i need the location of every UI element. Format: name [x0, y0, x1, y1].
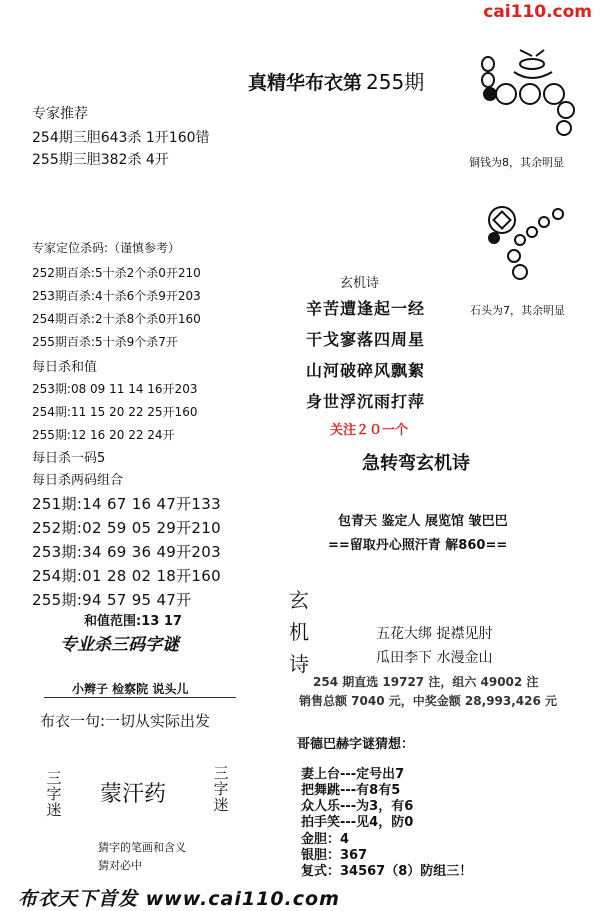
riddle-side-label: 三字迷 — [46, 769, 62, 819]
riddle-hint: 猜字的笔画和含义 — [98, 841, 186, 854]
xuanji-side: 玄机诗 — [289, 588, 309, 676]
xuanji-line: 五花大绑 捉襟见肘 — [376, 626, 493, 642]
hints-line: 包青天 鉴定人 展览馆 皱巴巴 — [338, 514, 508, 529]
goethe-line: 金胆：4 — [301, 832, 350, 847]
poem-note: 关注２０一个 — [330, 423, 409, 438]
picture-caption: 铜钱为8，其余明显 — [469, 156, 564, 169]
divider — [44, 697, 236, 698]
stats-line: 254 期直选 19727 注，组六 49002 注 — [313, 675, 539, 689]
poem-heading: 玄机诗 — [340, 276, 380, 291]
footer-banner: 布衣天下首发 www.cai110.com — [18, 888, 340, 910]
goethe-line: 妻上台---定号出7 — [301, 767, 405, 782]
daily-sum-line: 253期:08 09 11 14 16开203 — [32, 382, 198, 396]
stone-picture — [478, 200, 578, 288]
goethe-line: 拍手笑---见4，防0 — [301, 815, 414, 830]
daily-sum-line: 254期:11 15 20 22 25开160 — [32, 405, 198, 419]
poem-line: 山河破碎风飘絮 — [306, 361, 426, 380]
two-code-line: 253期:34 69 36 49开203 — [32, 543, 221, 561]
riddle-hint: 猜对必中 — [98, 859, 142, 872]
poem-line: 身世浮沉雨打萍 — [306, 392, 426, 411]
goethe-line: 复式：34567（8）防组三！ — [301, 864, 473, 879]
riddle-side-label-right: 三字迷 — [213, 764, 229, 814]
goethe-heading: 哥德巴赫字谜猜想： — [297, 737, 415, 752]
poem-banner: 急转弯玄机诗 — [362, 453, 470, 474]
goethe-line: 银胆：367 — [301, 848, 368, 863]
riddle-words: 小辫子 检察院 说头儿 — [72, 682, 189, 696]
two-code-line: 251期:14 67 16 47开133 — [32, 495, 221, 513]
daily-one: 每日杀一码5 — [32, 451, 106, 466]
sum-range: 和值范围:13 17 — [84, 614, 182, 629]
copper-coin-picture — [474, 42, 592, 144]
kill-heading: 专家定位杀码:（谨慎参考） — [32, 241, 181, 255]
daily-sum-heading: 每日杀和值 — [32, 360, 98, 375]
expert-line: 255期三胆382杀 4开 — [32, 152, 169, 168]
poem-line: 辛苦遭逢起一经 — [306, 299, 426, 318]
two-code-line: 254期:01 28 02 18开160 — [32, 567, 221, 585]
riddle-answer: 蒙汗药 — [100, 782, 167, 807]
goethe-line: 把舞跳---有8有5 — [301, 783, 401, 798]
kill-line: 253期百杀:4十杀6个杀9开203 — [32, 289, 201, 303]
site-logo[interactable]: cai110.com — [483, 2, 592, 22]
expert-line: 254期三胆643杀 1开160错 — [32, 130, 210, 146]
kill-line: 252期百杀:5十杀2个杀0开210 — [32, 266, 201, 280]
picture-caption: 石头为7，其余明显 — [470, 304, 565, 317]
daily-sum-line: 255期:12 16 20 22 24开 — [32, 428, 175, 442]
page-title: 真精华布衣第 255期 — [248, 70, 425, 94]
stats-line: 销售总额 7040 元，中奖金额 28,993,426 元 — [299, 694, 558, 708]
poem-line: 干戈寥落四周星 — [306, 330, 426, 349]
expert-heading: 专家推荐 — [32, 106, 88, 122]
two-code-heading: 每日杀两码组合 — [32, 473, 124, 488]
buyi-saying: 布衣一句:一切从实际出发 — [40, 712, 211, 730]
kill-line: 255期百杀:5十杀9个杀7开 — [32, 335, 178, 349]
two-code-line: 252期:02 59 05 29开210 — [32, 519, 221, 537]
riddle-title: 专业杀三码字谜 — [60, 635, 179, 655]
two-code-line: 255期:94 57 95 47开 — [32, 591, 192, 609]
goethe-line: 众人乐---为3，有6 — [301, 799, 414, 814]
kill-line: 254期百杀:2十杀8个杀0开160 — [32, 312, 201, 326]
hints-line: ==留取丹心照汗青 解860== — [328, 538, 508, 553]
xuanji-line: 瓜田李下 水漫金山 — [376, 650, 493, 666]
